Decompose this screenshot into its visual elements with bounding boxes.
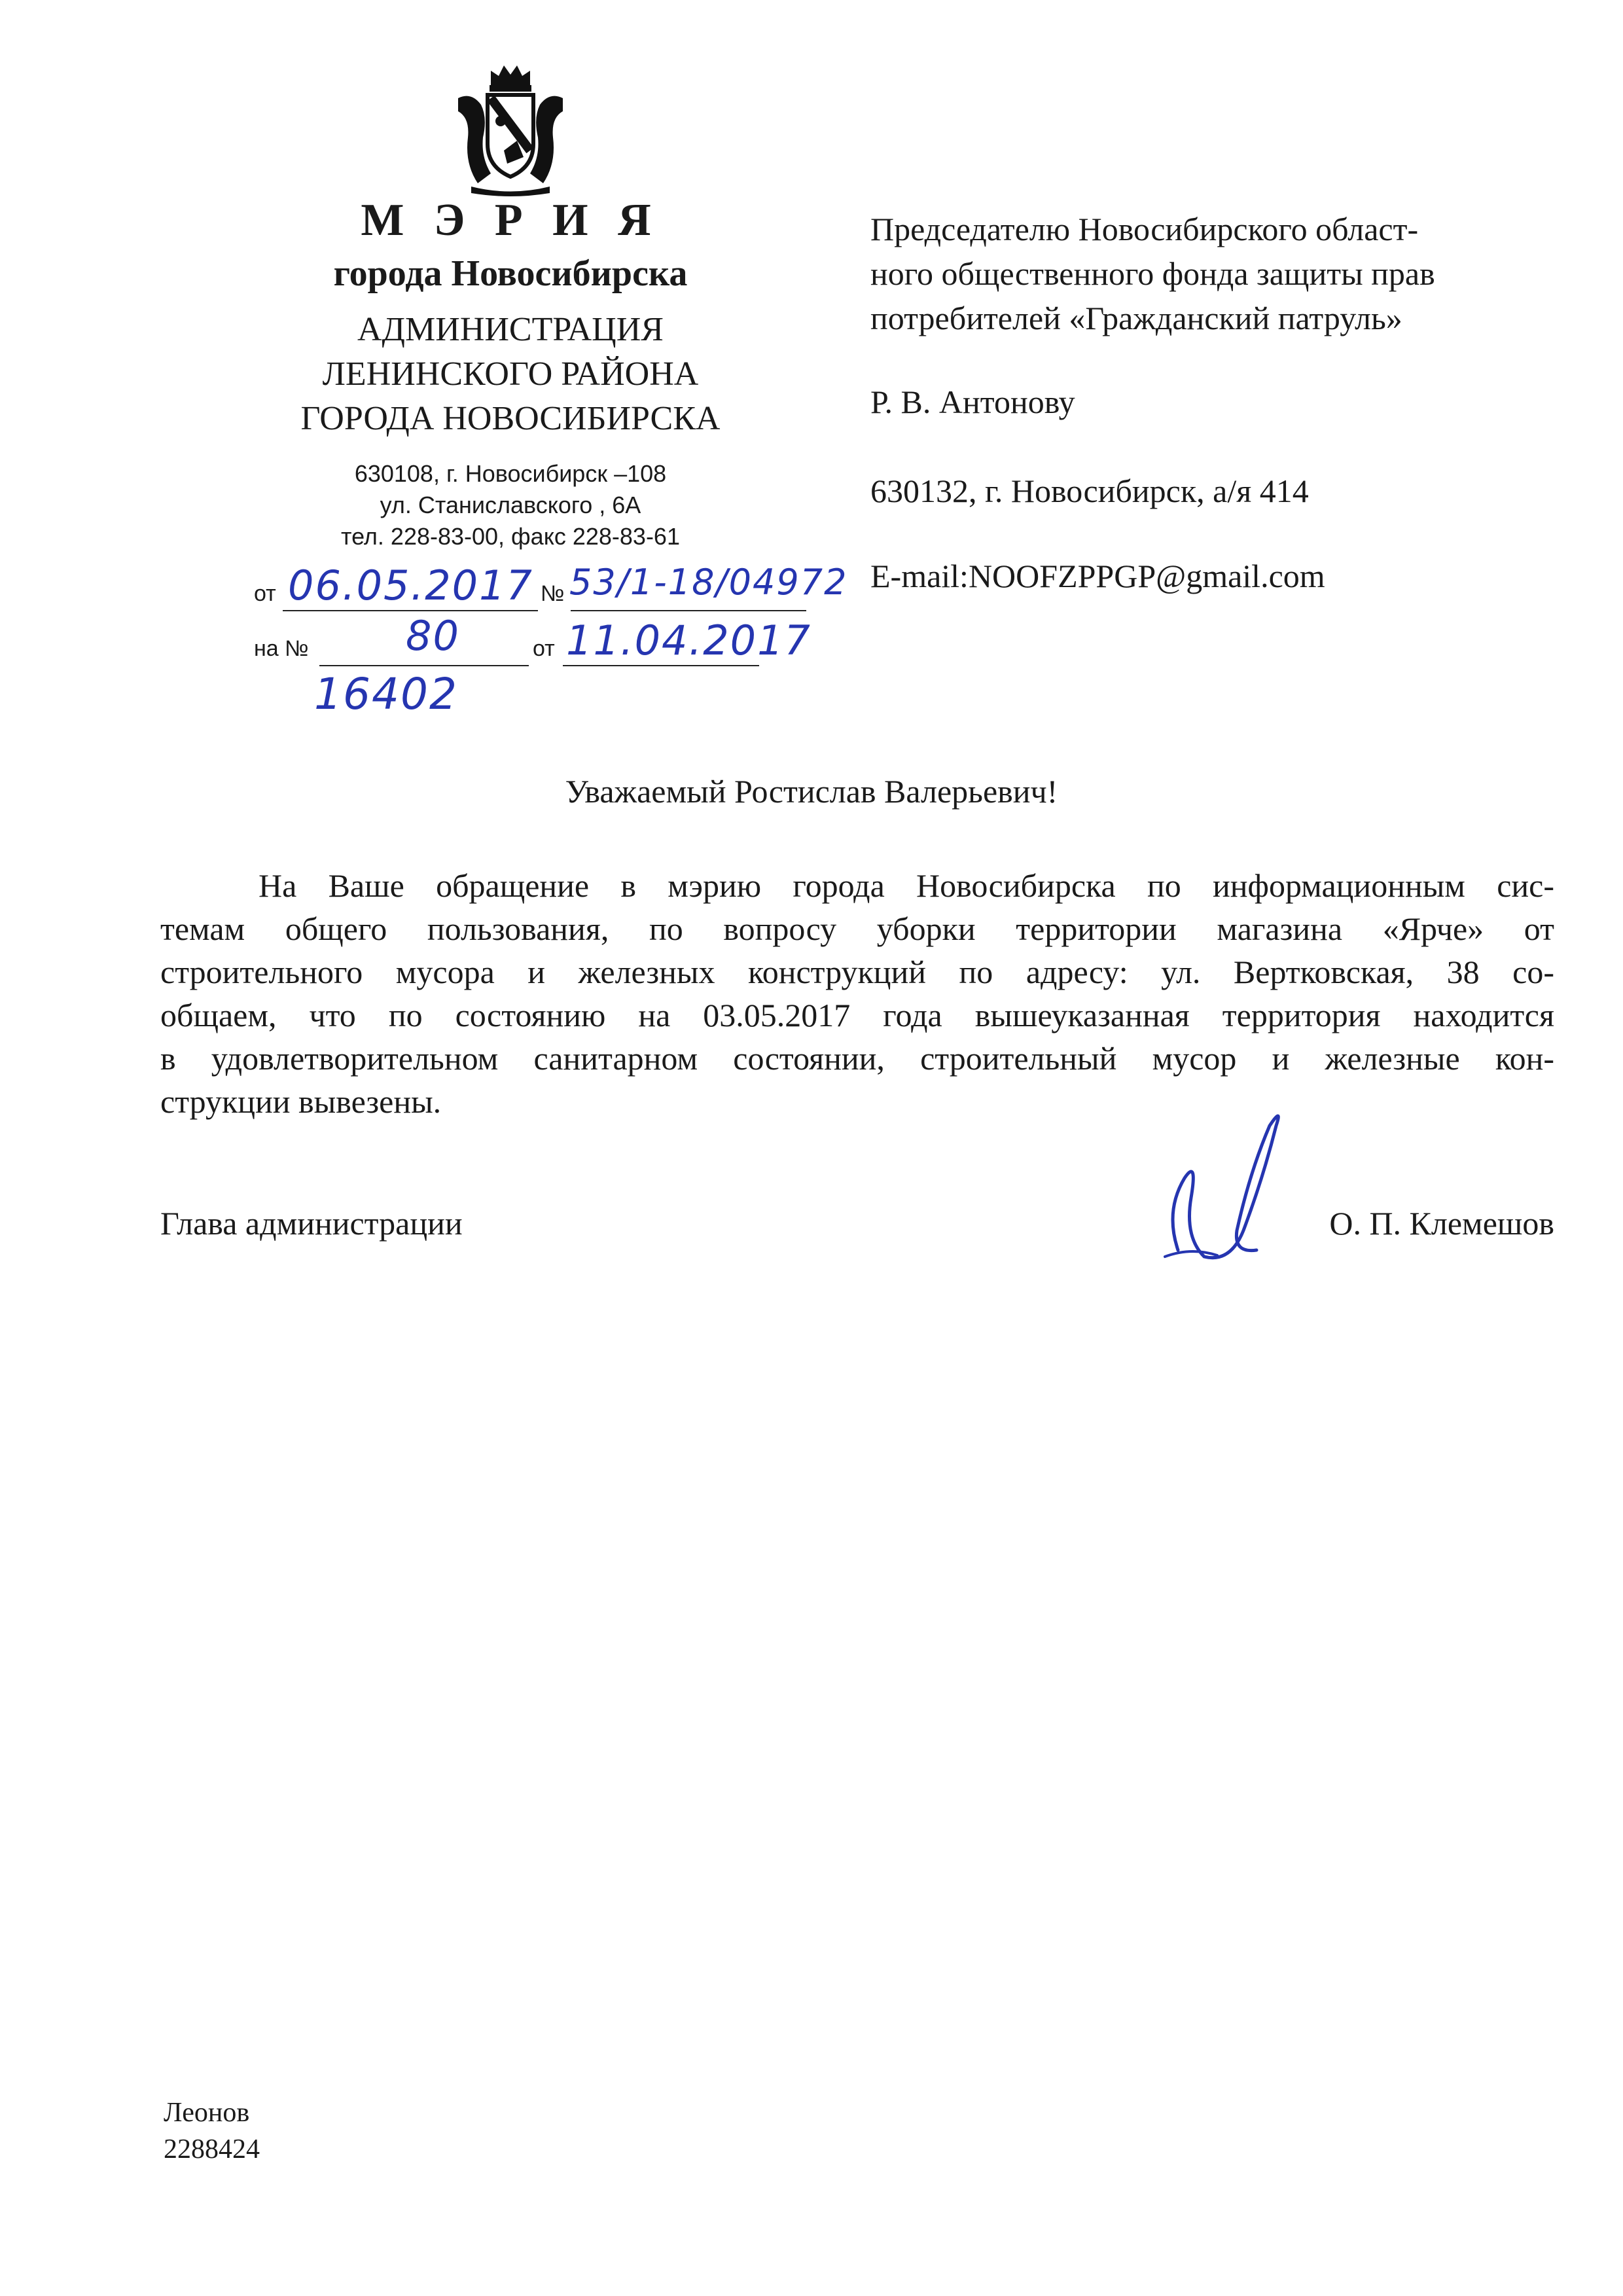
letterhead-title: М Э Р И Я xyxy=(361,195,660,245)
recipient-line: Председателю Новосибирского област- xyxy=(870,211,1419,247)
body-line: строительного мусора и железных конструкций по адресу: ул. Вертковская, 38 со- xyxy=(160,954,1554,990)
handwritten-ref-date: 11.04.2017 xyxy=(566,617,812,664)
address-line: ул. Станиславского , 6А xyxy=(380,492,641,518)
handwritten-number: 53/1-18/04972 xyxy=(569,562,848,603)
address-line: 630108, г. Новосибирск –108 xyxy=(354,460,667,487)
body-line: общаем, что по состоянию на 03.05.2017 года вышеуказанная территория находится xyxy=(160,997,1554,1033)
salutation: Уважаемый Ростислав Валерьевич! xyxy=(565,773,1058,810)
body-line: струкции вывезены. xyxy=(160,1083,442,1120)
number-line xyxy=(571,610,806,611)
recipient-name: Р. В. Антонову xyxy=(870,384,1075,420)
recipient-title xyxy=(870,207,1564,340)
from-label: от xyxy=(254,581,276,606)
admin-line: АДМИНИСТРАЦИЯ xyxy=(357,311,664,348)
executor-name: Леонов xyxy=(164,2098,250,2128)
handwritten-ref-number: 80 xyxy=(406,612,460,660)
handwritten-date: 06.05.2017 xyxy=(288,562,533,609)
body-line: в удовлетворительном санитарном состоянии, строительный мусор и железные кон- xyxy=(160,1040,1554,1077)
handwritten-extra-number: 16402 xyxy=(314,669,458,719)
address-line: тел. 228-83-00, факс 228-83-61 xyxy=(341,523,680,550)
signatory-name: О. П. Клемешов xyxy=(1329,1205,1554,1242)
executor-info xyxy=(164,2094,260,2168)
number-label: № xyxy=(541,581,565,606)
handwritten-signature-icon xyxy=(1139,1100,1309,1276)
coat-of-arms-icon xyxy=(452,59,569,196)
to-date-label: от xyxy=(533,636,555,661)
ref-number-line xyxy=(319,665,529,666)
to-number-label: на № xyxy=(254,636,309,661)
body-line: На Ваше обращение в мэрию города Новосибирска по информационным сис- xyxy=(259,867,1554,904)
admin-line: ГОРОДА НОВОСИБИРСКА xyxy=(300,400,721,437)
recipient-email: E-mail:NOOFZPPGP@gmail.com xyxy=(870,558,1325,594)
executor-phone: 2288424 xyxy=(164,2134,260,2164)
letterhead-address xyxy=(216,458,805,552)
letterhead-city: города Новосибирска xyxy=(333,253,688,294)
letterhead-administration xyxy=(216,308,805,441)
body-line: темам общего пользования, по вопросу уборки территории магазина «Ярче» от xyxy=(160,910,1554,947)
recipient-address: 630132, г. Новосибирск, а/я 414 xyxy=(870,473,1309,509)
letter-body xyxy=(160,864,1554,1123)
admin-line: ЛЕНИНСКОГО РАЙОНА xyxy=(322,355,699,393)
recipient-line: ного общественного фонда защиты прав xyxy=(870,255,1435,292)
ref-date-line xyxy=(563,665,759,666)
date-line xyxy=(283,610,538,611)
recipient-line: потребителей «Гражданский патруль» xyxy=(870,300,1402,336)
signatory-position: Глава администрации xyxy=(160,1205,463,1242)
